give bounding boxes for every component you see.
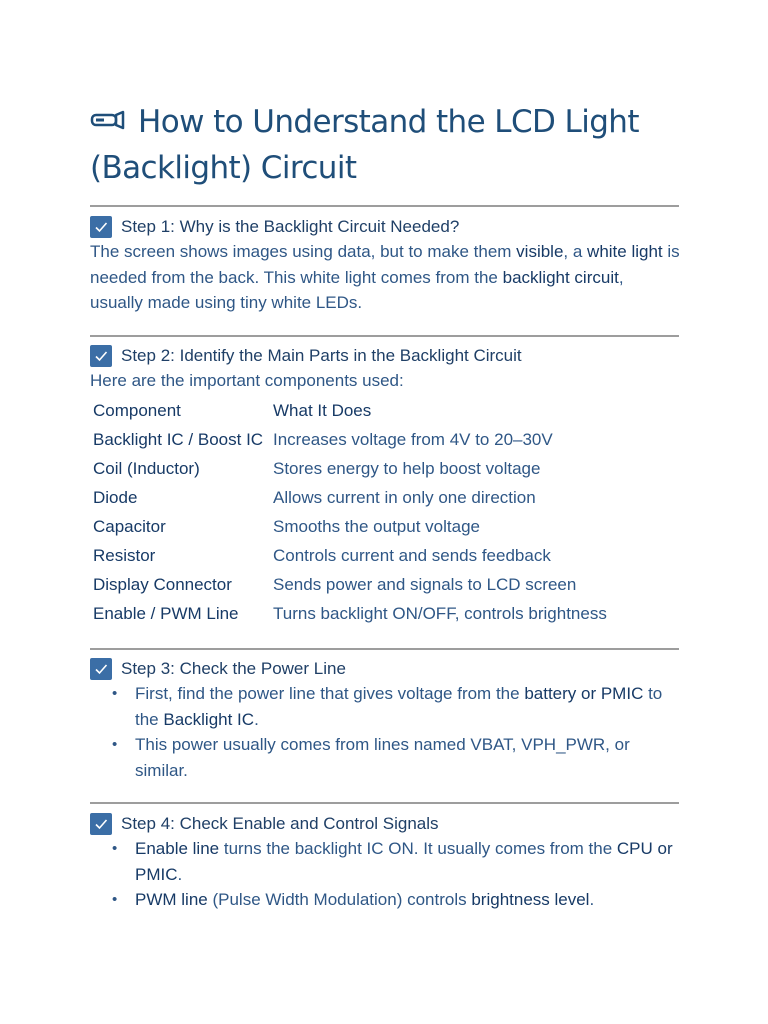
table-cell: Allows current in only one direction: [273, 488, 536, 507]
table-cell: Capacitor: [93, 517, 166, 536]
step-3-list: [90, 681, 680, 783]
step-2-heading: [90, 344, 680, 368]
checkbox-checked-icon: [90, 216, 112, 238]
step-2-intro: Here are the important components used:: [90, 371, 404, 390]
step-1-heading: [90, 215, 680, 239]
list-item: • First, find the power line that gives voltage from the battery or PMIC to the Backlight IC.: [90, 681, 680, 732]
table-row: [90, 483, 607, 512]
table-cell: Turns backlight ON/OFF, controls brightness: [273, 604, 607, 623]
table-cell: Coil (Inductor): [93, 459, 200, 478]
divider: [90, 335, 679, 337]
table-cell: Controls current and sends feedback: [273, 546, 551, 565]
step-2-heading-text: Step 2: Identify the Main Parts in the Backlight Circuit: [121, 346, 522, 365]
table-header-cell: What It Does: [273, 401, 372, 420]
step-3-section: [90, 657, 680, 783]
checkbox-checked-icon: [90, 658, 112, 680]
divider: [90, 802, 679, 804]
title-text: How to Understand the LCD Light (Backlight) Circuit: [90, 104, 639, 186]
step-1-paragraph: The screen shows images using data, but to make them visible, a white light is needed from the back. This white light comes from the backlight circuit, usually made using tiny white LEDs.: [90, 242, 680, 312]
step-4-heading-text: Step 4: Check Enable and Control Signals: [121, 814, 439, 833]
table-cell: Resistor: [93, 546, 156, 565]
table-row: [90, 570, 607, 599]
table-row: [90, 541, 607, 570]
table-cell: Smooths the output voltage: [273, 517, 480, 536]
components-table: [90, 396, 607, 628]
list-item: • This power usually comes from lines named VBAT, VPH_PWR, or similar.: [90, 732, 680, 783]
table-header-cell: Component: [93, 401, 181, 420]
list-item: • PWM line (Pulse Width Modulation) controls brightness level.: [90, 887, 680, 913]
checkbox-checked-icon: [90, 345, 112, 367]
step-3-heading-text: Step 3: Check the Power Line: [121, 659, 346, 678]
table-row: [90, 599, 607, 628]
divider: [90, 648, 679, 650]
step-4-heading: [90, 812, 680, 836]
table-cell: Backlight IC / Boost IC: [93, 430, 264, 449]
flashlight-icon: [90, 98, 130, 143]
step-4-list: [90, 836, 680, 913]
table-cell: Increases voltage from 4V to 20–30V: [273, 430, 553, 449]
step-4-section: [90, 812, 680, 913]
step-2-section: [90, 344, 680, 394]
step-1-heading-text: Step 1: Why is the Backlight Circuit Needed?: [121, 217, 460, 236]
list-item: • Enable line turns the backlight IC ON. It usually comes from the CPU or PMIC.: [90, 836, 680, 887]
table-row: [90, 425, 607, 454]
table-cell: Display Connector: [93, 575, 232, 594]
step-1-section: [90, 215, 680, 316]
table-cell: Diode: [93, 488, 138, 507]
table-header-row: [90, 396, 607, 425]
table-cell: Sends power and signals to LCD screen: [273, 575, 577, 594]
page-title: [90, 100, 680, 191]
table-row: [90, 512, 607, 541]
step-3-heading: [90, 657, 680, 681]
table-row: [90, 454, 607, 483]
divider: [90, 205, 679, 207]
table-cell: Enable / PWM Line: [93, 604, 239, 623]
table-cell: Stores energy to help boost voltage: [273, 459, 541, 478]
checkbox-checked-icon: [90, 813, 112, 835]
